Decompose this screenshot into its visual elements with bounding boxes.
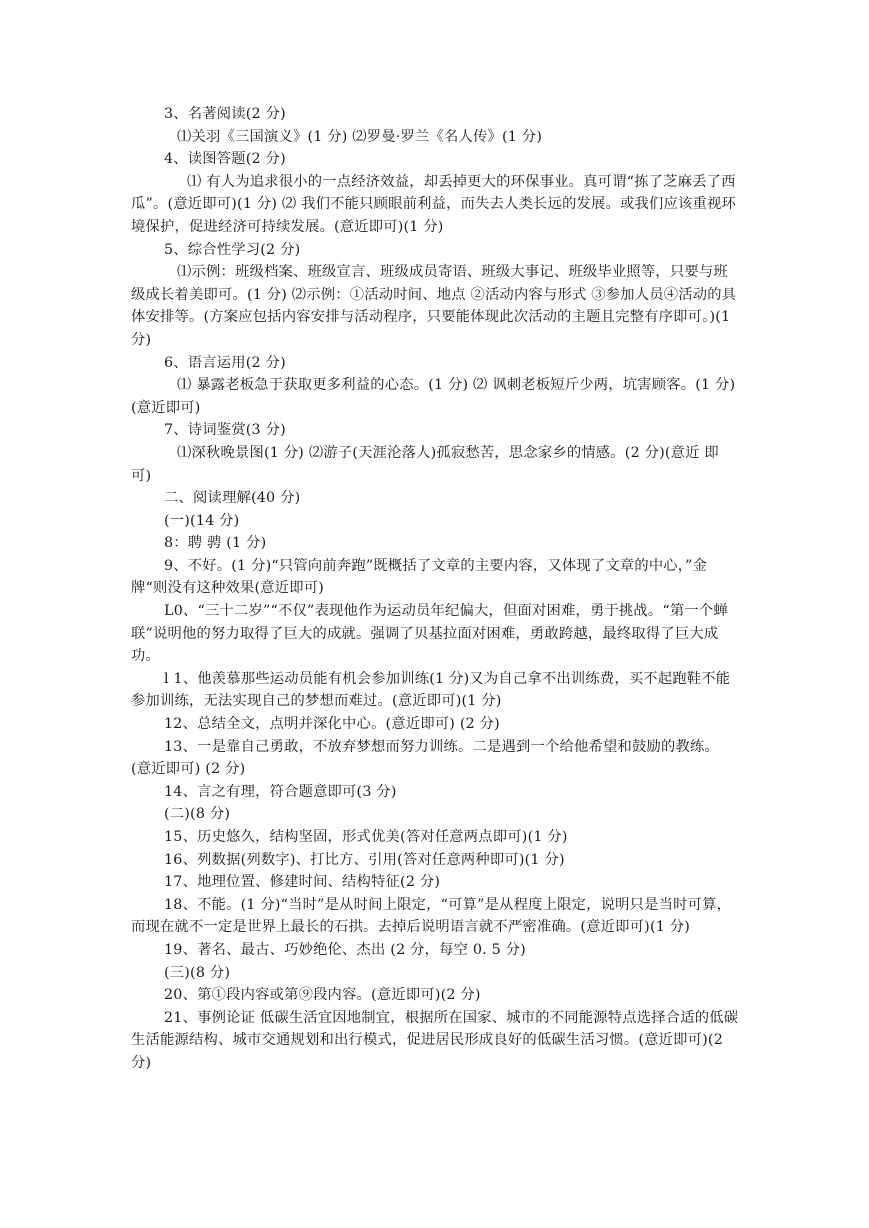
subsection-heading-part-one: (一)(14 分) xyxy=(164,512,240,529)
answer-poetry: ⑴深秋晚景图(1 分) ⑵游子(天涯沦落人)孤寂愁苦，思念家乡的情感。(2 分)(意近 即可) xyxy=(131,444,719,484)
answer-q9: 9、不好。(1 分)“只管向前奔跑”既概括了文章的主要内容，又体现了文章的中心，”金牌“则没有这种效果(意近即可) xyxy=(131,557,708,597)
section-heading-comprehensive-study: 5、综合性学习(2 分) xyxy=(164,241,301,258)
answer-q8: 8：聘 骋 (1 分) xyxy=(164,535,267,552)
section-heading-reading-comprehension: 二、阅读理解(40 分) xyxy=(164,490,301,507)
answer-q12: 12、总结全文，点明并深化中心。(意近即可) (2 分) xyxy=(164,716,500,733)
section-heading-language-use: 6、语言运用(2 分) xyxy=(164,354,286,371)
section-heading-poetry: 7、诗词鉴赏(3 分) xyxy=(164,422,286,439)
answer-q21: 21、事例论证 低碳生活宜因地制宜，根据所在国家、城市的不同能源特点选择合适的低碳生活能源结构、城市交通规划和出行模式，促进居民形成良好的低碳生活习惯。(意近即可)(2 分) xyxy=(131,1009,739,1071)
answer-picture-question: ⑴ 有人为追求很小的一点经济效益，却丢掉更大的环保事业。真可谓“拣了芝麻丢了西瓜”。(意近即可)(1 分) ⑵ 我们不能只顾眼前利益，而失去人类长远的发展。或我们应该重视环境保护，促进经济可持续发展。(意近即可)(1 分) xyxy=(131,173,737,235)
answer-classic-reading: ⑴关羽《三国演义》(1 分) ⑵罗曼·罗兰《名人传》(1 分) xyxy=(177,128,543,145)
answer-q19: 19、著名、最古、巧妙绝伦、杰出 (2 分，每空 0. 5 分) xyxy=(164,941,526,958)
answer-q11: l 1、他羡慕那些运动员能有机会参加训练(1 分)又为自己拿不出训练费，买不起跑鞋不能参加训练，无法实现自己的梦想而难过。(意近即可)(1 分) xyxy=(131,670,731,710)
answer-q20: 20、第①段内容或第⑨段内容。(意近即可)(2 分) xyxy=(164,987,481,1004)
answer-q18: 18、不能。(1 分)“当时”是从时间上限定，“可算”是从程度上限定，说明只是当时可算，而现在就不一定是世界上最长的石拱。去掉后说明语言就不严密准确。(意近即可)(1 分) xyxy=(131,896,732,936)
answer-comprehensive-study: ⑴示例：班级档案、班级宣言、班级成员寄语、班级大事记、班级毕业照等，只要与班级成长着美即可。(1 分) ⑵示例：①活动时间、地点 ②活动内容与形式 ③参加人员④活动的具体安排等。(方案应包括内容安排与活动程序，只要能体现此次活动的主题且完整有序即可。)(1 分) xyxy=(131,264,737,348)
answer-q16: 16、列数据(列数字)、打比方、引用(答对任意两种即可)(1 分) xyxy=(164,851,565,868)
section-heading-picture-question: 4、读图答题(2 分) xyxy=(164,151,286,168)
answer-q13: 13、一是靠自己勇敢，不放弃梦想而努力训练。二是遇到一个给他希望和鼓励的教练。(意近即可) (2 分) xyxy=(131,738,719,778)
answer-q14: 14、言之有理，符合题意即可(3 分) xyxy=(164,783,397,800)
subsection-heading-part-three: (三)(8 分) xyxy=(164,964,231,981)
answer-q15: 15、历史悠久，结构坚固，形式优美(答对任意两点即可)(1 分) xyxy=(164,829,568,845)
section-heading-classic-reading: 3、名著阅读(2 分) xyxy=(164,106,286,122)
answer-q17: 17、地理位置、修建时间、结构特征(2 分) xyxy=(164,874,441,891)
subsection-heading-part-two: (二)(8 分) xyxy=(164,806,231,823)
answer-q10: L0、“三十二岁”“不仅”表现他作为运动员年纪偏大，但面对困难，勇于挑战。“第一个蝉联”说明他的努力取得了巨大的成就。强调了贝基拉面对困难，勇敢跨越，最终取得了巨大成功。 xyxy=(131,603,728,665)
answer-language-use: ⑴ 暴露老板急于获取更多利益的心态。(1 分) ⑵ 讽刺老板短斤少两，坑害顾客。(1 分)(意近即可) xyxy=(131,377,736,416)
